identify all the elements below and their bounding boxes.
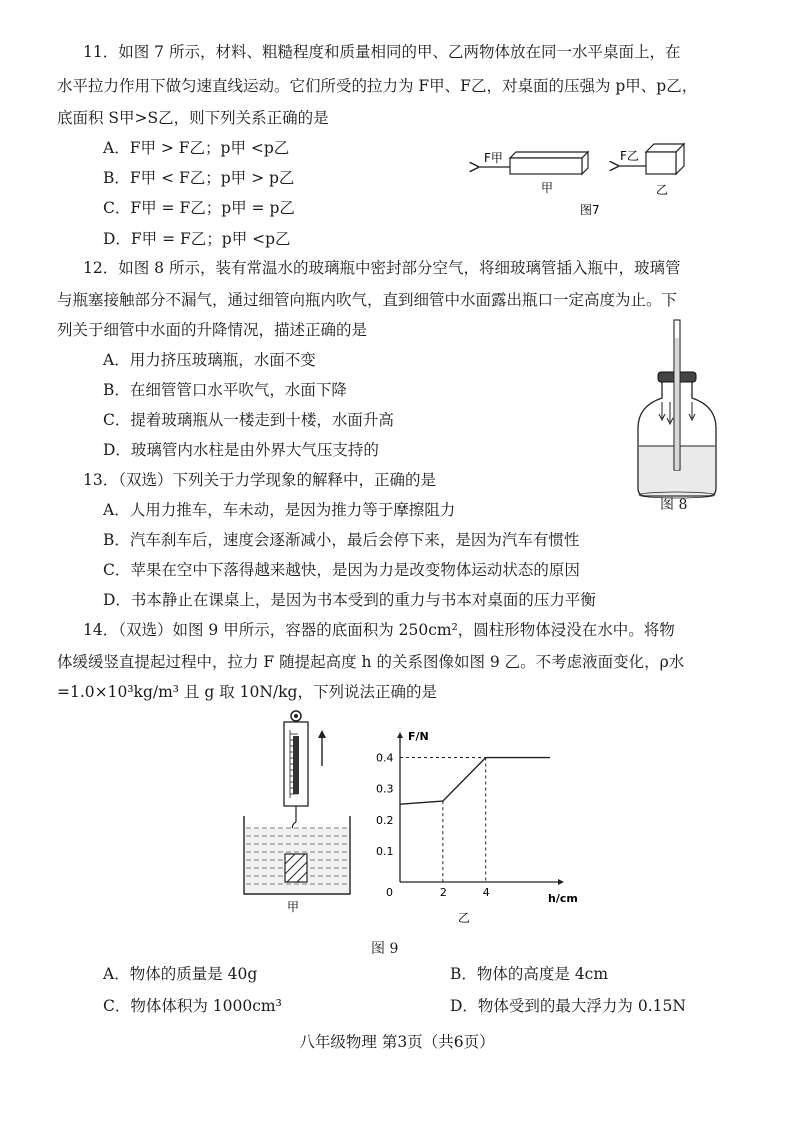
q12-option-d: D．玻璃管内水柱是由外界大气压支持的 (103, 441, 379, 459)
figure-8-caption: 图 8 (660, 497, 688, 513)
q11-option-a: A．F甲 > F乙；p甲 <p乙 (103, 139, 290, 157)
block-label-yi: 乙 (656, 183, 669, 197)
x-tick-label: 2 (439, 886, 447, 899)
figure-7 (470, 140, 710, 220)
block-label-jia: 甲 (541, 181, 554, 195)
q11-option-c: C．F甲 = F乙；p甲 = p乙 (103, 199, 295, 217)
q12-option-c: C．提着玻璃瓶从一楼走到十楼，水面升高 (103, 411, 394, 429)
block-yi (646, 144, 684, 174)
force-label-yi: F乙 (620, 149, 639, 163)
q14-option-a: A．物体的质量是 40g (103, 965, 258, 983)
q14-option-c: C．物体体积为 1000cm³ (103, 997, 282, 1015)
q13-option-d: D．书本静止在课桌上，是因为书本受到的重力与书本对桌面的压力平衡 (103, 591, 596, 609)
force-label-jia: F甲 (484, 151, 503, 165)
q12-stem-line-1: 12．如图 8 所示，装有常温水的玻璃瓶中密封部分空气，将细玻璃管插入瓶中，玻璃管 (83, 259, 681, 277)
figure-7-caption: 图7 (580, 203, 600, 217)
q13-option-b: B．汽车刹车后，速度会逐渐减小，最后会停下来，是因为汽车有惯性 (103, 531, 580, 549)
q12-option-b: B．在细管管口水平吹气，水面下降 (103, 381, 347, 399)
q12-stem-line-2: 与瓶塞接触部分不漏气，通过细管向瓶内吹气，直到细管中水面露出瓶口一定高度为止。下 (57, 291, 678, 309)
q13-option-c: C．苹果在空中下落得越来越快，是因为力是改变物体运动状态的原因 (103, 561, 580, 579)
figure-8 (632, 318, 722, 518)
x-tick-label: 4 (482, 886, 490, 899)
q14-stem-line-3: =1.0×10³kg/m³ 且 g 取 10N/kg，下列说法正确的是 (57, 683, 437, 701)
y-tick-label: 0.4 (376, 751, 394, 765)
x-axis-label: h/cm (548, 892, 578, 905)
y-tick-label: 0.2 (376, 813, 394, 827)
q12-stem-line-3: 列关于细管中水面的升降情况，描述正确的是 (57, 321, 368, 339)
figure-9-caption: 图 9 (371, 941, 399, 957)
submerged-cylinder (285, 854, 307, 882)
figure-9-jia-label: 甲 (287, 900, 300, 914)
q14-option-b: B．物体的高度是 4cm (450, 965, 609, 983)
q11-stem-line-3: 底面积 S甲>S乙，则下列关系正确的是 (57, 109, 329, 127)
x-axis-arrow (558, 879, 564, 885)
block-jia (510, 152, 588, 174)
q13-option-a: A．人用力推车，车未动，是因为推力等于摩擦阻力 (103, 501, 456, 519)
y-axis-label: F/N (408, 730, 429, 743)
q14-option-d: D．物体受到的最大浮力为 0.15N (450, 997, 686, 1015)
y-axis-arrow (397, 732, 403, 738)
q11-option-d: D．F甲 = F乙；p甲 <p乙 (103, 230, 291, 248)
page-footer: 八年级物理 第3页（共6页） (299, 1033, 495, 1051)
q14-stem-line-2: 体缓缓竖直提起过程中，拉力 F 随提起高度 h 的关系图像如图 9 乙。不考虑液面变化，ρ水 (57, 653, 685, 671)
q11-stem-line-1: 11．如图 7 所示，材料、粗糙程度和质量相同的甲、乙两物体放在同一水平桌面上，在 (83, 43, 681, 61)
figure-9-yi-label: 乙 (458, 911, 471, 925)
figure-9-jia (238, 706, 368, 916)
force-height-line (400, 758, 550, 805)
origin-label: 0 (386, 886, 393, 899)
q14-stem-line-1: 14．（双选）如图 9 甲所示，容器的底面积为 250cm²，圆柱形物体浸没在水中。将物 (83, 621, 675, 639)
y-tick-label: 0.1 (376, 844, 394, 858)
figure-9-chart (372, 722, 578, 925)
q11-option-b: B．F甲 < F乙；p甲 > p乙 (103, 169, 295, 187)
q13-stem: 13．（双选）下列关于力学现象的解释中，正确的是 (83, 471, 436, 489)
q12-option-a: A．用力挤压玻璃瓶，水面不变 (103, 351, 316, 369)
y-tick-label: 0.3 (376, 782, 394, 796)
q11-stem-line-2: 水平拉力作用下做匀速直线运动。它们所受的拉力为 F甲、F乙，对桌面的压强为 p甲、p乙， (57, 77, 698, 95)
